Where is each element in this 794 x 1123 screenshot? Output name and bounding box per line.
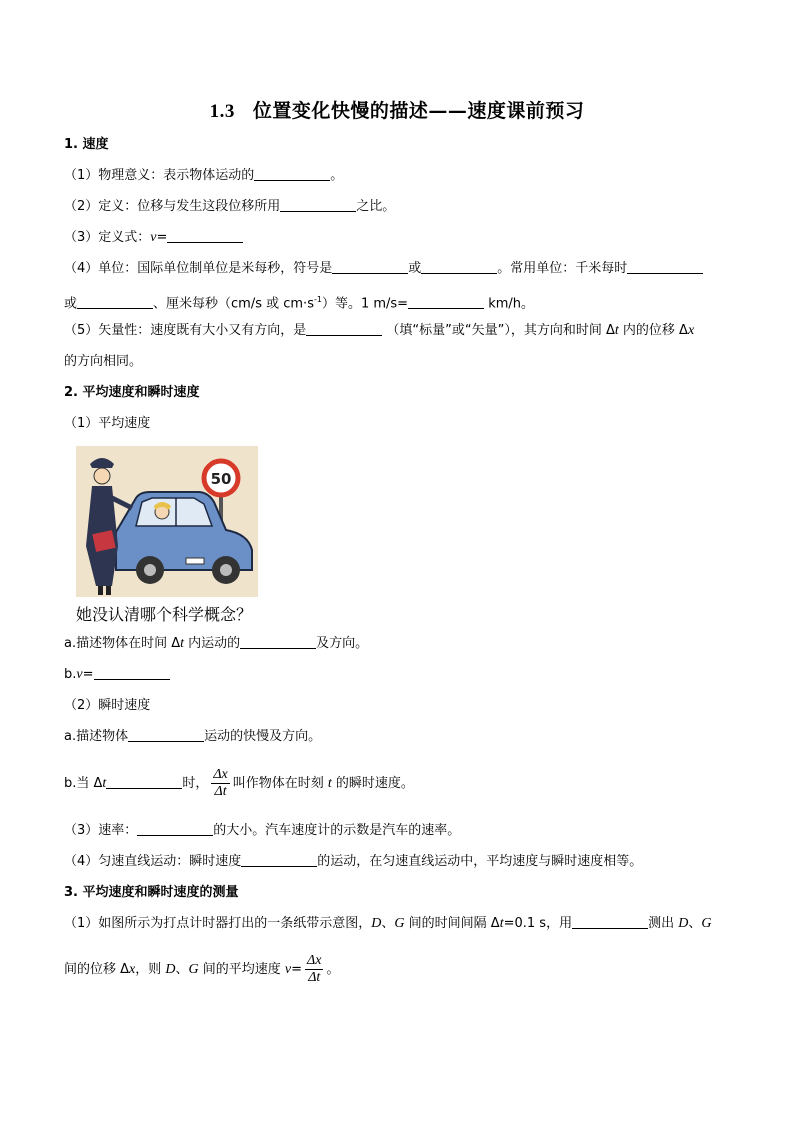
license-plate	[186, 558, 204, 564]
s1-line-7: 的方向相同。	[64, 354, 143, 369]
blank-6[interactable]	[627, 259, 703, 274]
blank-5[interactable]	[421, 259, 497, 274]
s2-avg-a: a.描述物体在时间 Δt 内运动的 及方向。	[64, 636, 369, 651]
s1-line-3: （3）定义式：v=	[64, 228, 243, 248]
s1-line-4: （4）单位：国际单位制单位是米每秒，符号是 或 。常用单位：千米每时	[64, 259, 703, 279]
s2-avg-b: b.v=	[64, 665, 170, 685]
blank-13[interactable]	[106, 774, 182, 789]
s1-line-1: （1）物理意义：表示物体运动的 。	[64, 168, 344, 183]
title-text: 位置变化快慢的描述——速度课前预习	[252, 100, 585, 122]
section-2-heading: 2. 平均速度和瞬时速度	[64, 385, 200, 400]
officer-head	[94, 468, 110, 484]
speed-limit-text: 50	[210, 470, 232, 488]
blank-1[interactable]	[254, 166, 330, 181]
section-1-heading: 1. 速度	[64, 137, 109, 152]
title-number: 1.3	[209, 101, 235, 122]
blank-2[interactable]	[280, 197, 356, 212]
s2-inst-b: b.当 Δt 时， $\frac{\Delta x}{\Delta t}$ 叫作物体在时刻 t 的瞬时速度。	[64, 767, 414, 799]
fraction-avg-velocity: $\frac{\Delta x}{\Delta t}$	[307, 953, 322, 985]
s2-inst-a: a.描述物体 运动的快慢及方向。	[64, 729, 322, 744]
blank-16[interactable]	[572, 914, 648, 929]
blank-3[interactable]	[167, 228, 243, 243]
blank-8[interactable]	[408, 294, 484, 309]
blank-9[interactable]	[306, 321, 382, 336]
s1-line-6: （5）矢量性：速度既有大小又有方向，是 （填“标量”或“矢量”），其方向和时间 Δt 内的位移 Δx	[64, 323, 695, 338]
blank-11[interactable]	[94, 665, 170, 680]
illustration-caption: 她没认清哪个科学概念？	[76, 605, 253, 624]
s1-line-5: 或 、厘米每秒（cm/s 或 $cm\cdot s^{-1}$）等。1 m/s= km/h。	[64, 295, 535, 312]
blank-14[interactable]	[137, 821, 213, 836]
car-windows	[136, 498, 212, 526]
blank-12[interactable]	[128, 727, 204, 742]
blank-7[interactable]	[77, 294, 153, 309]
s3-line-2: 间的位移 Δx，则 D、G 间的平均速度 v= $\frac{\Delta x}{\Delta t}$ 。	[64, 953, 340, 985]
blank-10[interactable]	[240, 634, 316, 649]
s2-sub-1: （1）平均速度	[64, 416, 151, 431]
fraction-dx-dt: $\frac{\Delta x}{\Delta t}$	[213, 767, 228, 799]
blank-4[interactable]	[332, 259, 408, 274]
blank-15[interactable]	[241, 852, 317, 867]
section-3-heading: 3. 平均速度和瞬时速度的测量	[64, 885, 239, 900]
car-illustration	[76, 446, 258, 597]
s1-line-2: （2）定义：位移与发生这段位移所用 之比。	[64, 199, 396, 214]
s2-uniform: （4）匀速直线运动：瞬时速度 的运动，在匀速直线运动中，平均速度与瞬时速度相等。	[64, 854, 643, 869]
s3-line-1: （1）如图所示为打点计时器打出的一条纸带示意图，D、G 间的时间间隔 Δt=0.1 s，用 测出 D、G	[64, 916, 712, 931]
page-title	[0, 96, 794, 123]
s2-speed: （3）速率： 的大小。汽车速度计的示数是汽车的速率。	[64, 823, 461, 838]
s2-sub-2: （2）瞬时速度	[64, 698, 151, 713]
